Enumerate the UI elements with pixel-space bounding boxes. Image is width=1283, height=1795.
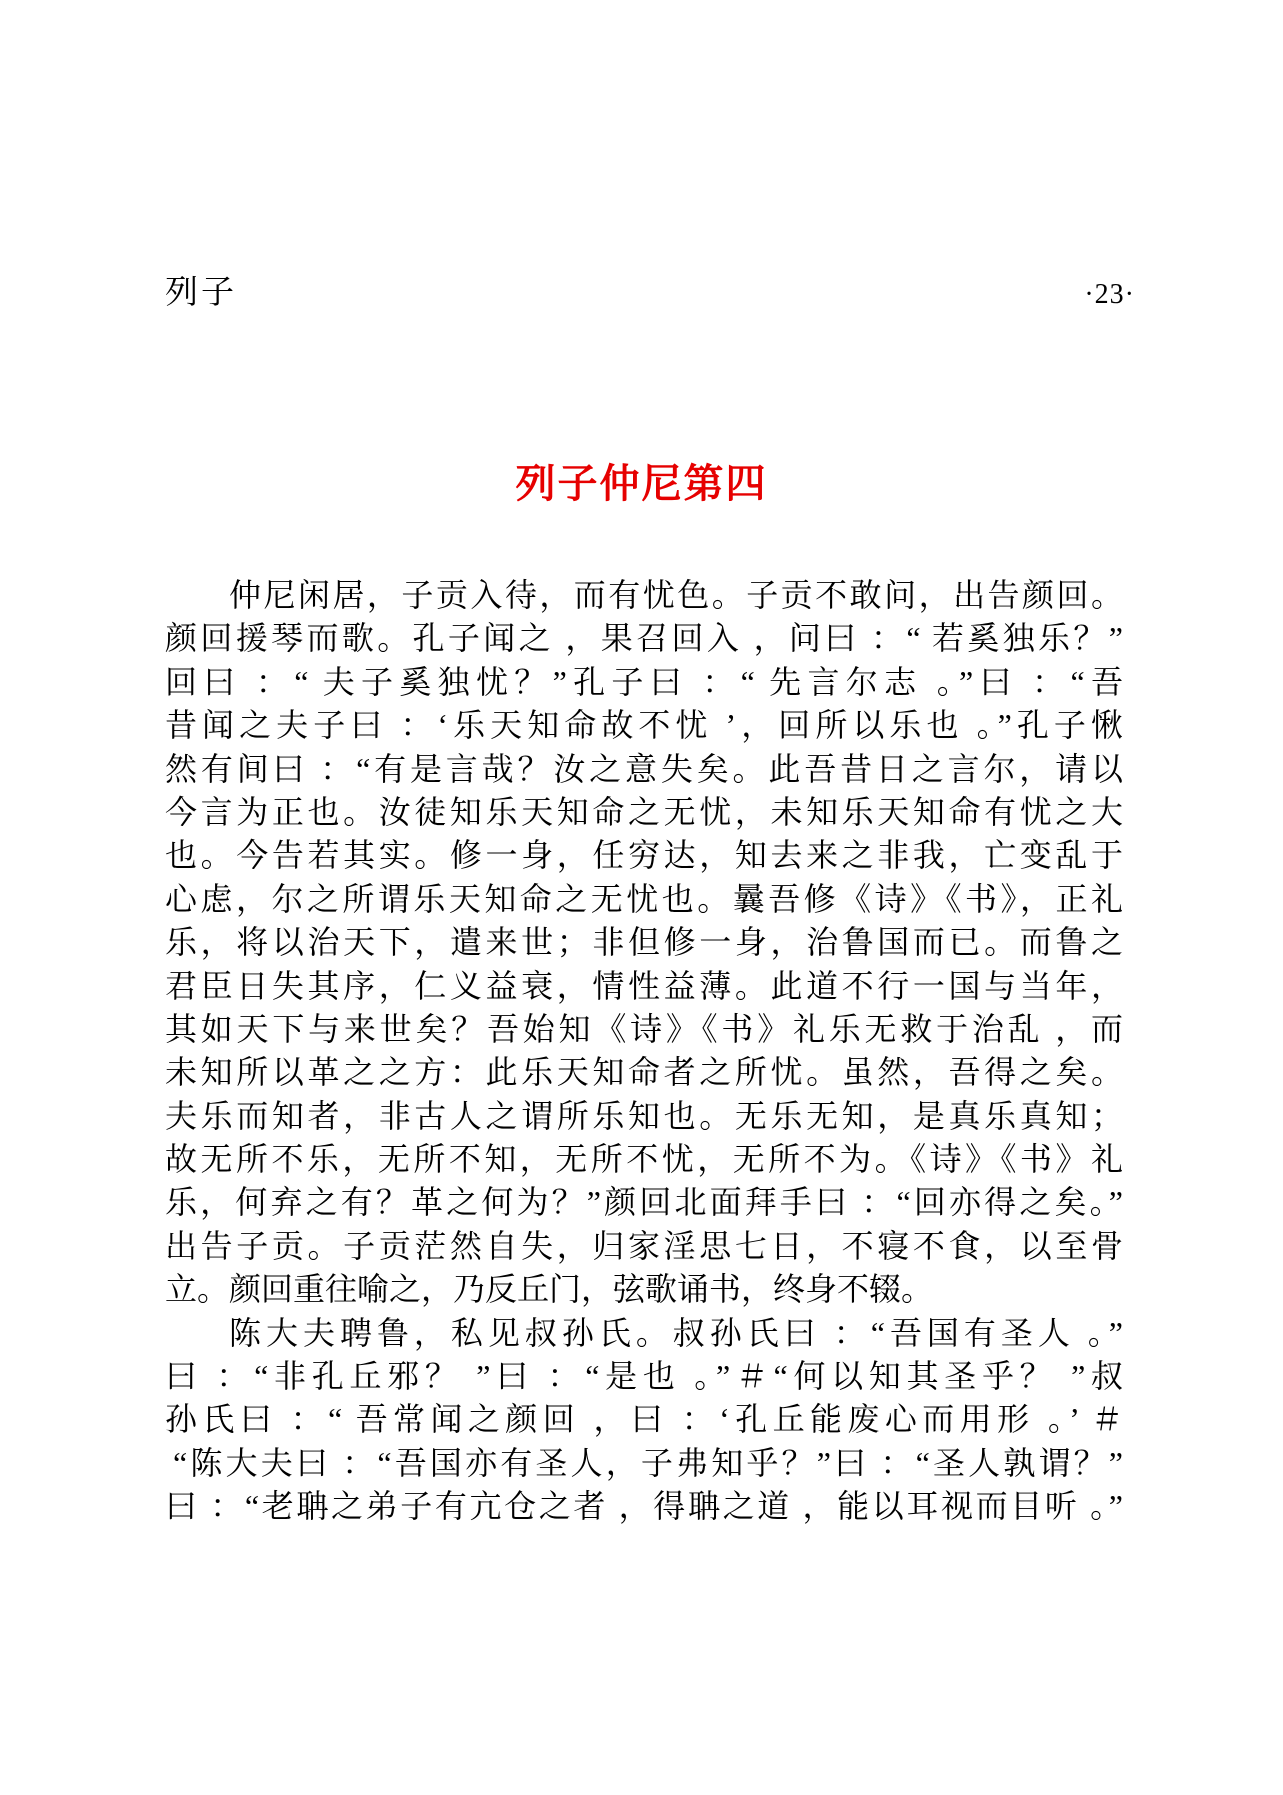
text-line: 未知所以革之之方：此乐天知命者之所忧。虽然，吾得之矣。 (165, 1054, 1123, 1091)
text-line: 乐，何弃之有？革之何为？”颜回北面拜手曰 ：“回亦得之矣。” (165, 1184, 1123, 1221)
text-line: 孙氏曰 ：“ 吾常闻之颜回 ，曰 ：‘孔丘能废心而用形 。’ ＃ (165, 1401, 1123, 1438)
page-body (165, 574, 1123, 1530)
text-line: 颜回援琴而歌。孔子闻之 ，果召回入 ，问曰 ：“ 若奚独乐？” (165, 620, 1123, 657)
text-line: 回曰 ：“ 夫子奚独忧？”孔子曰 ：“ 先言尔志 。”曰 ：“吾 (165, 663, 1123, 700)
text-line: 出告子贡。子贡茫然自失，归家淫思七日，不寝不食，以至骨 (165, 1227, 1123, 1264)
text-line: “陈大夫曰 ：“吾国亦有圣人，子弗知乎？”曰 ：“圣人孰谓？” (173, 1444, 1123, 1481)
page-number: ·23· (1084, 279, 1135, 310)
text-line: 仲尼闲居，子贡入待，而有忧色。子贡不敢问，出告颜回。 (229, 577, 1123, 613)
text-line: 曰 ：“非孔丘邪？ ”曰 ：“是也 。”＃“何以知其圣乎？ ”叔 (165, 1358, 1123, 1395)
text-line: 乐，将以治天下，遣来世；非但修一身，治鲁国而已。而鲁之 (165, 924, 1123, 961)
page-header (165, 266, 1135, 313)
running-header-title: 列子 (165, 275, 237, 311)
text-line: 陈大夫聘鲁，私见叔孙氏。叔孙氏曰 ：“吾国有圣人 。” (229, 1314, 1123, 1351)
text-line: 曰 ：“老聃之弟子有亢仓之者 ，得聃之道 ，能以耳视而目听 。” (165, 1488, 1123, 1525)
text-line: 夫乐而知者，非古人之谓所乐知也。无乐无知，是真乐真知； (165, 1097, 1123, 1134)
text-line: 君臣日失其序，仁义益衰，情性益薄。此道不行一国与当年， (165, 967, 1123, 1004)
text-line: 故无所不乐，无所不知，无所不忧，无所不为。《诗》《书》礼 (165, 1141, 1123, 1178)
text-line: 其如天下与来世矣？吾始知《诗》《书》礼乐无救于治乱 ，而 (165, 1010, 1123, 1047)
text-line: 心虑，尔之所谓乐天知命之无忧也。曩吾修《诗》《书》，正礼 (165, 880, 1123, 917)
text-line: 也。今告若其实。修一身，任穷达，知去来之非我，亡变乱于 (165, 837, 1123, 874)
text-line: 然有间曰 ：“有是言哉？汝之意失矣。此吾昔日之言尔，请以 (165, 750, 1123, 787)
text-line: 立。颜回重往喻之，乃反丘门，弦歌诵书，终身不辍。 (165, 1271, 934, 1308)
text-line: 今言为正也。汝徒知乐天知命之无忧，未知乐天知命有忧之大 (165, 793, 1123, 830)
text-line: 昔闻之夫子曰 ：‘乐天知命故不忧 ’，回所以乐也 。”孔子愀 (165, 707, 1123, 744)
chapter-title: 列子仲尼第四 (515, 462, 768, 506)
